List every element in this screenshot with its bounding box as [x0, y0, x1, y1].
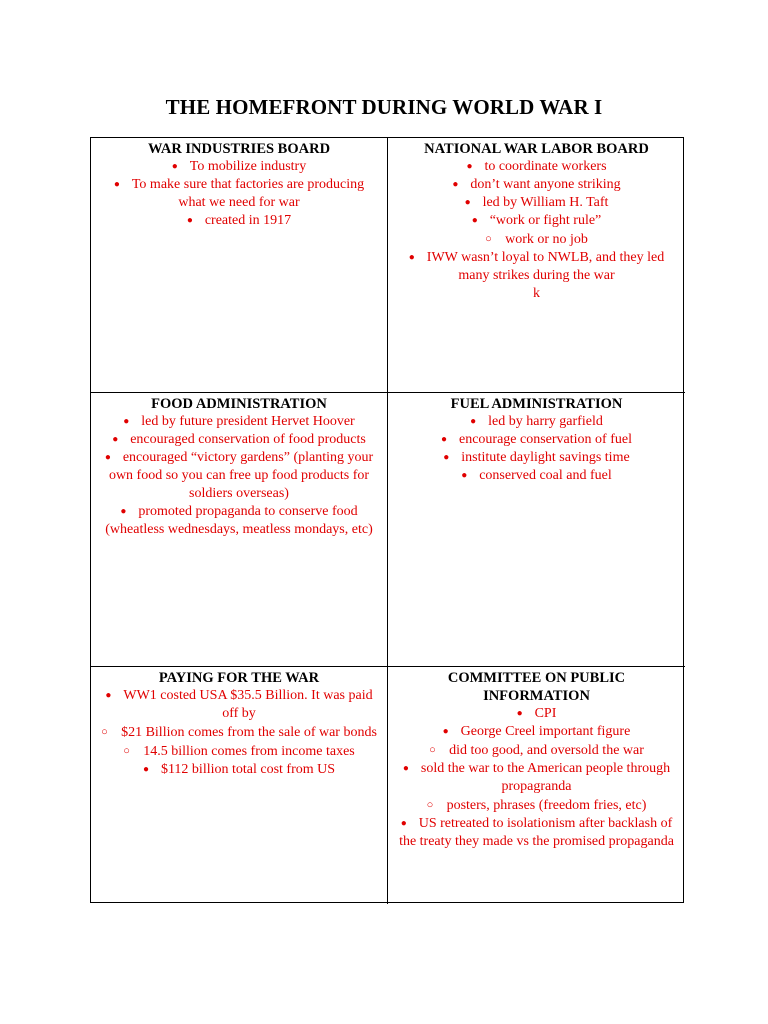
filled-bullet-icon: ●: [441, 434, 448, 445]
filled-bullet-icon: ●: [461, 470, 468, 481]
item-text: don’t want anyone striking: [470, 177, 621, 192]
cell-committee-on-public-information: [388, 667, 685, 904]
item-text: To mobilize industry: [189, 159, 307, 174]
item-text: encouraged “victory gardens” (planting your own food so you can free up food products for soldiers overseas): [108, 450, 374, 501]
item-text: to coordinate workers: [484, 159, 607, 174]
page-title: THE HOMEFRONT DURING WORLD WAR I: [165, 95, 603, 119]
filled-bullet-icon: ●: [123, 416, 130, 427]
list-item: [99, 413, 379, 431]
section-title: FUEL ADMINISTRATION: [450, 396, 623, 412]
item-text: To make sure that factories are producing what we need for war: [131, 177, 365, 210]
item-text: institute daylight savings time: [461, 450, 630, 465]
sub-list-item: [99, 742, 379, 761]
cell-fuel-administration: [388, 393, 685, 667]
cell-national-war-labor-board: [388, 138, 685, 393]
section-title: WAR INDUSTRIES BOARD: [147, 141, 331, 157]
filled-bullet-icon: ●: [402, 763, 409, 774]
bullet-list: [396, 158, 677, 285]
filled-bullet-icon: ●: [171, 161, 178, 172]
sub-list-item: [396, 741, 677, 760]
filled-bullet-icon: ●: [442, 726, 449, 737]
bullet-list: [99, 687, 379, 779]
list-item: [99, 176, 379, 212]
item-text: led by William H. Taft: [482, 195, 609, 210]
section-title: FOOD ADMINISTRATION: [151, 396, 327, 412]
bullet-list: [396, 413, 677, 485]
hollow-bullet-icon: ○: [426, 799, 434, 811]
item-text: CPI: [534, 706, 557, 721]
list-item: [396, 723, 677, 741]
list-item: [396, 194, 677, 212]
hollow-bullet-icon: ○: [101, 726, 108, 738]
item-text: 14.5 billion comes from income taxes: [143, 744, 355, 759]
list-item: [99, 449, 379, 503]
list-item: [396, 176, 677, 194]
list-item: [396, 212, 677, 230]
item-text: led by harry garfield: [488, 414, 603, 429]
bullet-list: [396, 705, 677, 851]
item-text: posters, phrases (freedom fries, etc): [446, 798, 647, 813]
item-text: $21 Billion comes from the sale of war bonds: [121, 725, 377, 740]
section-title: NATIONAL WAR LABOR BOARD: [424, 141, 649, 157]
item-text: promoted propaganda to conserve food (wheatless wednesdays, meatless mondays, etc): [105, 504, 373, 537]
item-text: George Creel important figure: [460, 724, 631, 739]
item-text: WW1 costed USA $35.5 Billion. It was paid off by: [123, 688, 373, 721]
item-text: encourage conservation of fuel: [459, 432, 632, 447]
list-item: [396, 815, 677, 851]
bullet-list: [99, 158, 379, 230]
list-item: [99, 761, 379, 779]
sub-list-item: [396, 796, 677, 815]
filled-bullet-icon: ●: [105, 690, 112, 701]
sub-list-item: [396, 230, 677, 249]
hollow-bullet-icon: ○: [123, 745, 130, 757]
cell-food-administration: [91, 393, 388, 667]
filled-bullet-icon: ●: [452, 179, 459, 190]
list-item: [396, 705, 677, 723]
filled-bullet-icon: ●: [186, 215, 193, 226]
filled-bullet-icon: ●: [464, 197, 471, 208]
filled-bullet-icon: ●: [400, 818, 407, 829]
section-title: PAYING FOR THE WAR: [158, 670, 320, 686]
item-text: “work or fight rule”: [489, 213, 602, 228]
list-item: [396, 467, 677, 485]
item-text: work or no job: [505, 232, 588, 247]
stray-character: k: [533, 286, 540, 301]
hollow-bullet-icon: ○: [429, 744, 436, 756]
list-item: [396, 431, 677, 449]
item-text: sold the war to the American people through propagranda: [420, 761, 671, 794]
list-item: [396, 760, 677, 796]
filled-bullet-icon: ●: [112, 434, 119, 445]
cell-paying-for-the-war: [91, 667, 388, 904]
filled-bullet-icon: ●: [516, 708, 523, 719]
filled-bullet-icon: ●: [408, 252, 415, 263]
list-item: [99, 212, 379, 230]
filled-bullet-icon: ●: [142, 764, 149, 775]
list-item: [396, 158, 677, 176]
filled-bullet-icon: ●: [443, 452, 450, 463]
item-text: encouraged conservation of food products: [130, 432, 366, 447]
hollow-bullet-icon: ○: [485, 233, 492, 245]
cell-war-industries-board: [91, 138, 388, 393]
item-text: did too good, and oversold the war: [449, 743, 644, 758]
item-text: conserved coal and fuel: [479, 468, 612, 483]
filled-bullet-icon: ●: [120, 506, 127, 517]
filled-bullet-icon: ●: [470, 416, 477, 427]
item-text: US retreated to isolationism after backlash of the treaty they made vs the promised propaganda: [399, 816, 674, 849]
filled-bullet-icon: ●: [113, 179, 120, 190]
item-text: IWW wasn’t loyal to NWLB, and they led many strikes during the war: [426, 250, 665, 283]
item-text: created in 1917: [204, 213, 292, 228]
list-item: [99, 431, 379, 449]
sub-list-item: [99, 723, 379, 742]
filled-bullet-icon: ●: [466, 161, 473, 172]
list-item: [99, 158, 379, 176]
list-item: [396, 249, 677, 285]
homefront-table: [90, 137, 684, 903]
list-item: [396, 449, 677, 467]
section-title: COMMITTEE ON PUBLIC INFORMATION: [447, 670, 626, 704]
list-item: [99, 503, 379, 539]
bullet-list: [99, 413, 379, 539]
filled-bullet-icon: ●: [104, 452, 111, 463]
list-item: [99, 687, 379, 723]
list-item: [396, 413, 677, 431]
item-text: led by future president Hervet Hoover: [141, 414, 355, 429]
filled-bullet-icon: ●: [471, 215, 478, 226]
item-text: $112 billion total cost from US: [160, 762, 336, 777]
